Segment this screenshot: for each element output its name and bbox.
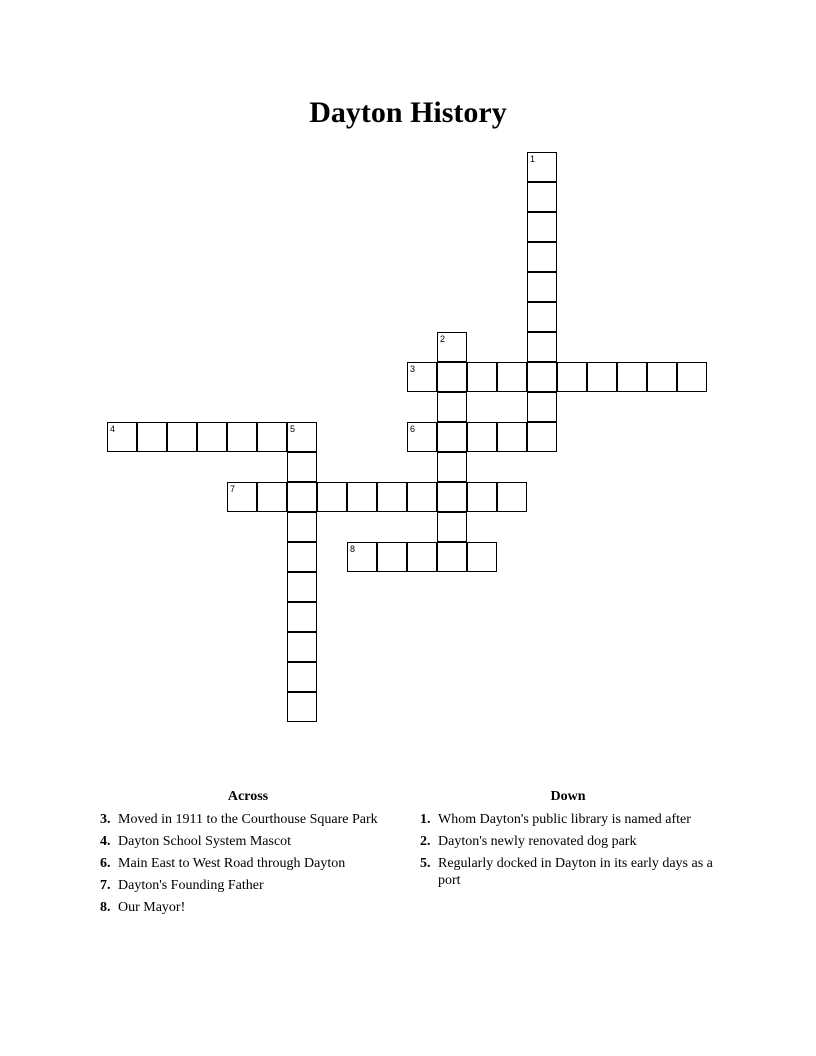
crossword-cell[interactable] [287, 602, 317, 632]
across-heading: Across [227, 789, 269, 804]
crossword-cell[interactable] [347, 542, 377, 572]
crossword-cell[interactable] [527, 362, 557, 392]
crossword-cell[interactable] [287, 572, 317, 602]
clue-across-8 [100, 899, 396, 916]
crossword-cell[interactable] [137, 422, 167, 452]
crossword-cell[interactable] [407, 482, 437, 512]
crossword-cell[interactable] [437, 512, 467, 542]
clue-down-2 [420, 833, 716, 850]
crossword-cell[interactable] [527, 332, 557, 362]
crossword-cell[interactable] [287, 692, 317, 722]
clue-text: Regularly docked in Dayton in its early days as a port [438, 856, 713, 888]
crossword-cell[interactable] [467, 422, 497, 452]
page-title: Dayton History [309, 96, 507, 129]
crossword-cell[interactable] [467, 542, 497, 572]
cell-number: 4 [110, 424, 116, 434]
crossword-cell[interactable] [437, 422, 467, 452]
crossword-cell[interactable] [377, 542, 407, 572]
clue-down-1 [420, 811, 716, 828]
clue-across-6 [100, 855, 396, 872]
down-clues [420, 788, 716, 894]
cell-number: 3 [410, 364, 416, 374]
crossword-cell[interactable] [557, 362, 587, 392]
clue-number: 8. [100, 900, 111, 915]
clue-number: 5. [420, 856, 431, 871]
clue-number: 6. [100, 856, 111, 871]
crossword-cell[interactable] [527, 272, 557, 302]
crossword-cell[interactable] [527, 212, 557, 242]
crossword-cell[interactable] [677, 362, 707, 392]
crossword-cell[interactable] [287, 662, 317, 692]
crossword-cell[interactable] [467, 362, 497, 392]
cell-number: 1 [530, 154, 536, 164]
across-clues [100, 788, 396, 921]
crossword-cell[interactable] [377, 482, 407, 512]
clue-text: Dayton School System Mascot [118, 834, 292, 849]
cell-number: 2 [440, 334, 446, 344]
crossword-cell[interactable] [437, 452, 467, 482]
clue-text: Whom Dayton's public library is named after [438, 812, 691, 827]
crossword-cell[interactable] [287, 542, 317, 572]
clue-across-3 [100, 811, 396, 828]
crossword-cell[interactable] [437, 392, 467, 422]
crossword-cell[interactable] [437, 362, 467, 392]
crossword-cell[interactable] [437, 332, 467, 362]
crossword-cell[interactable] [107, 422, 137, 452]
crossword-cell[interactable] [287, 452, 317, 482]
crossword-cell[interactable] [527, 152, 557, 182]
clue-number: 7. [100, 878, 111, 893]
crossword-cell[interactable] [527, 182, 557, 212]
crossword-cell[interactable] [317, 482, 347, 512]
clue-number: 1. [420, 812, 431, 827]
crossword-cell[interactable] [287, 422, 317, 452]
clue-down-5 [420, 855, 716, 889]
clue-text: Main East to West Road through Dayton [118, 856, 346, 871]
crossword-cell[interactable] [407, 422, 437, 452]
crossword-cell[interactable] [167, 422, 197, 452]
cell-number: 7 [230, 484, 236, 494]
crossword-cell[interactable] [437, 542, 467, 572]
cell-number: 8 [350, 544, 356, 554]
crossword-cell[interactable] [227, 482, 257, 512]
clue-across-7 [100, 877, 396, 894]
crossword-cell[interactable] [257, 422, 287, 452]
crossword-cell[interactable] [527, 242, 557, 272]
clue-number: 4. [100, 834, 111, 849]
clue-text: Dayton's newly renovated dog park [438, 834, 637, 849]
cell-number: 5 [290, 424, 296, 434]
clue-number: 3. [100, 812, 111, 827]
crossword-cell[interactable] [617, 362, 647, 392]
crossword-cell[interactable] [647, 362, 677, 392]
crossword-cell[interactable] [257, 482, 287, 512]
down-heading: Down [550, 789, 586, 804]
crossword-cell[interactable] [527, 302, 557, 332]
crossword-cell[interactable] [467, 482, 497, 512]
crossword-cell[interactable] [287, 632, 317, 662]
cell-number: 6 [410, 424, 416, 434]
crossword-cell[interactable] [527, 392, 557, 422]
clue-text: Moved in 1911 to the Courthouse Square Park [118, 812, 378, 827]
crossword-cell[interactable] [347, 482, 377, 512]
crossword-cell[interactable] [497, 422, 527, 452]
crossword-cell[interactable] [287, 512, 317, 542]
clue-across-4 [100, 833, 396, 850]
crossword-cell[interactable] [527, 422, 557, 452]
crossword-cell[interactable] [227, 422, 257, 452]
crossword-cell[interactable] [437, 482, 467, 512]
crossword-cell[interactable] [497, 362, 527, 392]
clue-number: 2. [420, 834, 431, 849]
crossword-cell[interactable] [287, 482, 317, 512]
clue-text: Dayton's Founding Father [118, 878, 264, 893]
crossword-cell[interactable] [587, 362, 617, 392]
crossword-cell[interactable] [407, 542, 437, 572]
crossword-cell[interactable] [407, 362, 437, 392]
crossword-cell[interactable] [497, 482, 527, 512]
clue-text: Our Mayor! [118, 900, 186, 915]
crossword-cell[interactable] [197, 422, 227, 452]
